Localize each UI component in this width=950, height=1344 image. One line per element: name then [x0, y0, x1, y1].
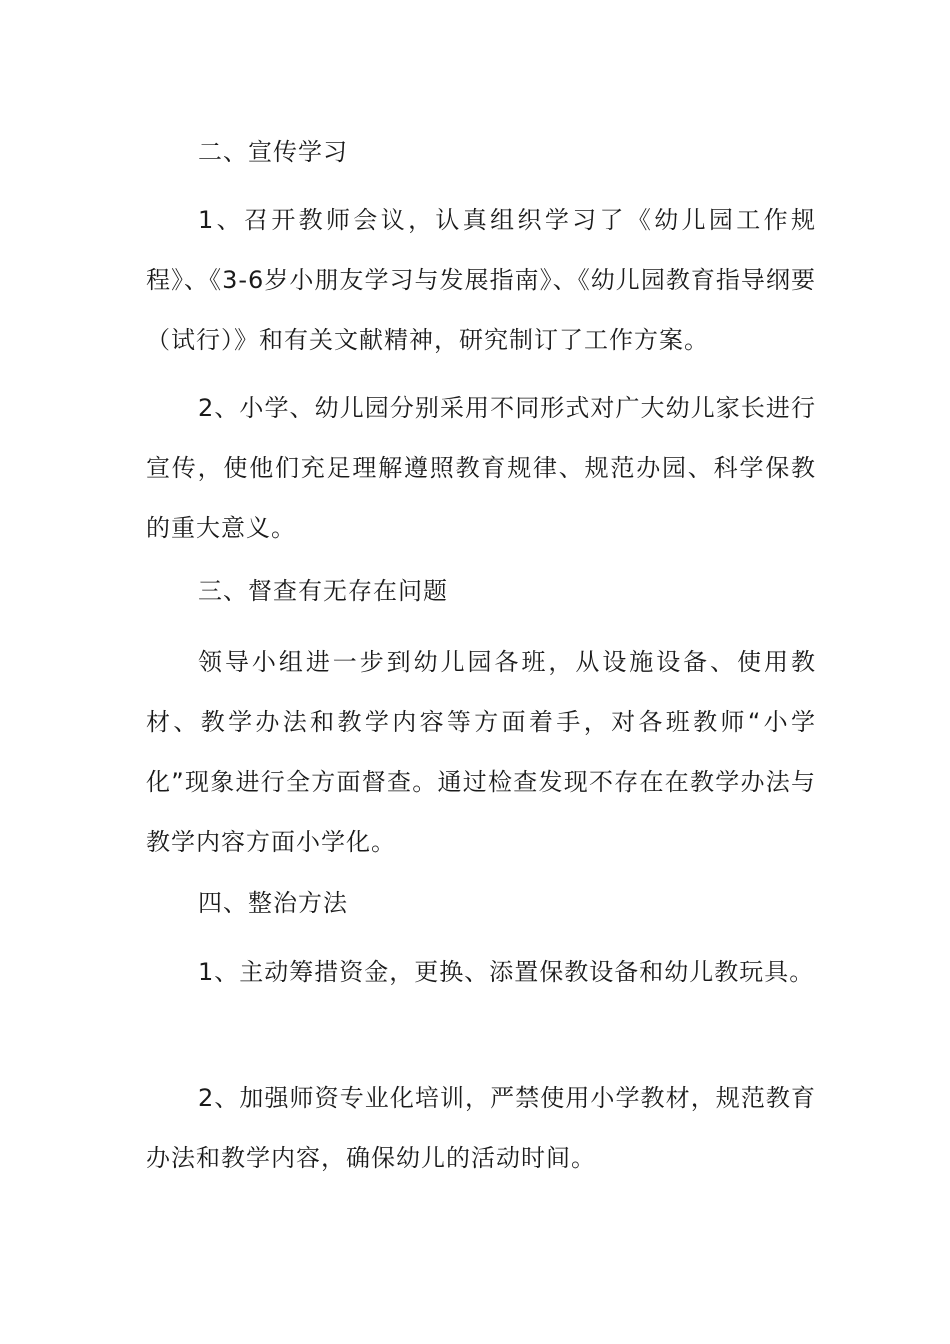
paragraph-inspection-body: 领导小组进一步到幼儿园各班，从设施设备、使用教材、教学办法和教学内容等方面着手，对各班教师“小学化”现象进行全方面督查。通过检查发现不存在在教学办法与教学内容方面小学化。 — [146, 648, 816, 856]
section-heading-publicity: 二、宣传学习 — [198, 138, 348, 166]
paragraph-training: 2、加强师资专业化培训，严禁使用小学教材，规范教育办法和教学内容，确保幼儿的活动时间。 — [146, 1084, 816, 1172]
paragraph-funding: 1、主动筹措资金，更换、添置保教设备和幼儿教玩具。 — [198, 958, 815, 986]
section-heading-remediation: 四、整治方法 — [198, 889, 348, 917]
section-heading-inspection: 三、督查有无存在问题 — [198, 577, 448, 605]
paragraph-parent-publicity: 2、小学、幼儿园分别采用不同形式对广大幼儿家长进行宣传，使他们充足理解遵照教育规律、规范办园、科学保教的重大意义。 — [146, 394, 816, 542]
paragraph-teacher-meeting: 1、召开教师会议，认真组织学习了《幼儿园工作规程》、《3-6岁小朋友学习与发展指南》、《幼儿园教育指导纲要（试行）》和有关文献精神，研究制订了工作方案。 — [146, 206, 816, 354]
